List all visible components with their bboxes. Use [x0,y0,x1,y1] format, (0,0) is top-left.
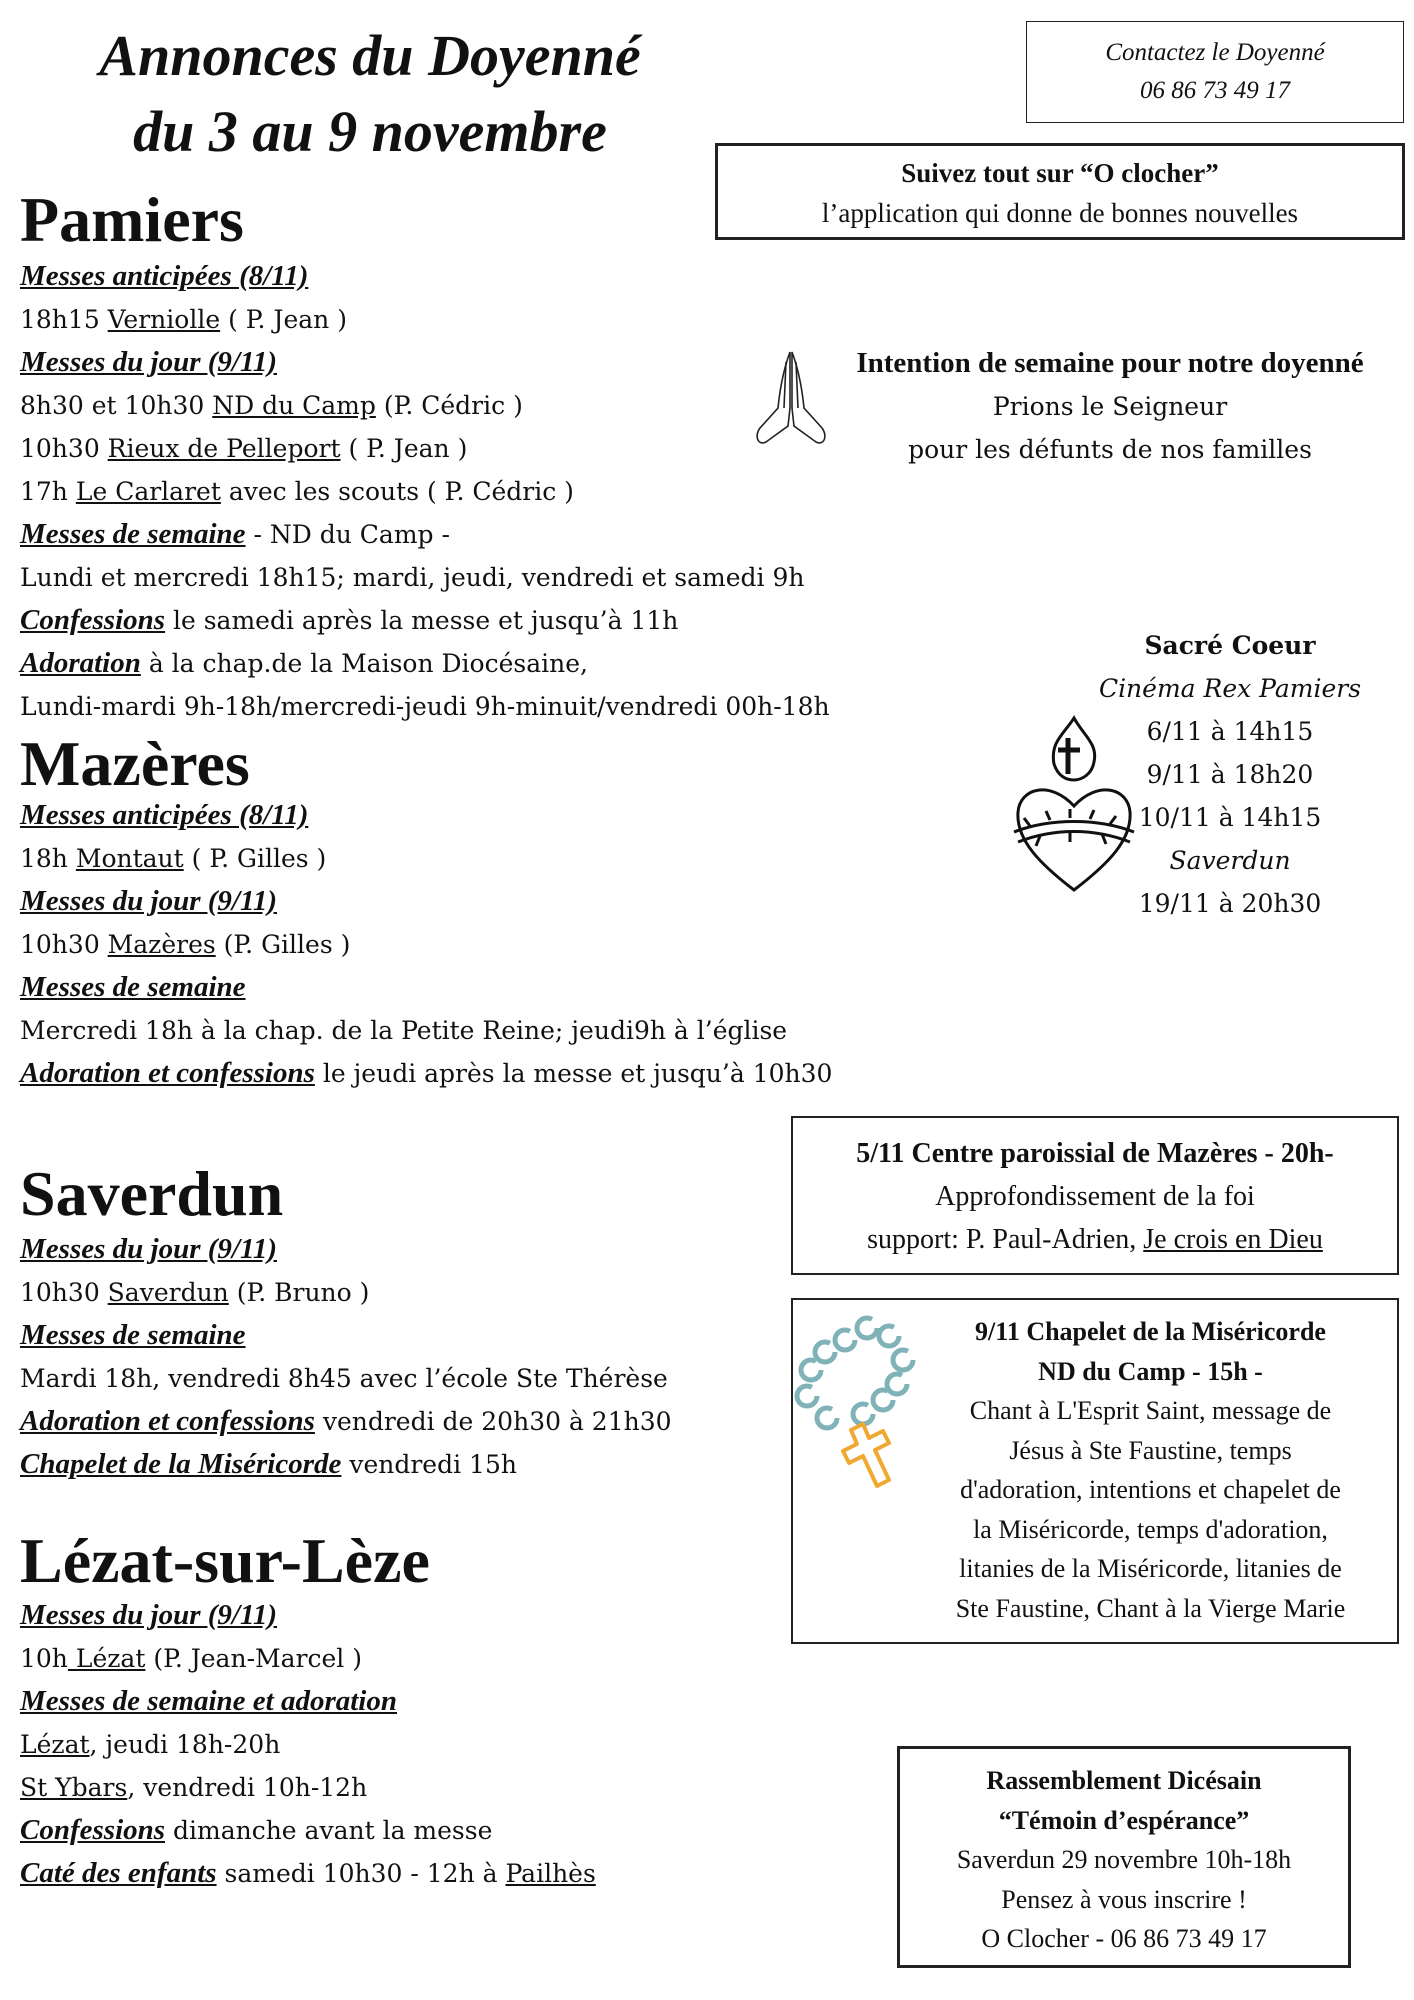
text: le samedi après la messe et jusqu’à 11h [165,606,679,635]
priest: avec les scouts ( P. Cédric ) [220,477,574,506]
sacre-coeur-date3: 10/11 à 14h15 [1138,803,1322,832]
place-link[interactable]: Saverdun [107,1278,229,1307]
book-link[interactable]: Je crois en Dieu [1143,1224,1323,1255]
rosary-bead [797,1386,817,1406]
rassemblement-title1: Rassemblement Dicésain [986,1766,1262,1795]
section-mazeres [20,794,832,1095]
heading-chapelet: Chapelet de la Miséricorde [20,1448,342,1480]
place-link[interactable]: Rieux de Pelleport [107,434,341,463]
text: Lundi-mardi 9h-18h/mercredi-jeudi 9h-minuit/vendredi 00h-18h [20,692,830,721]
app-box-title: Suivez tout sur “O clocher” [901,158,1219,188]
heading-adoration-confessions: Adoration et confessions [20,1057,315,1089]
chapelet-title2: ND du Camp - 15h - [1038,1356,1263,1386]
text: vendredi de 20h30 à 21h30 [314,1407,672,1436]
sacre-coeur-venue1: Cinéma Rex Pamiers [1098,674,1362,703]
heading-confessions: Confessions [20,1814,166,1846]
section-title-mazeres: Mazères [20,728,250,799]
text: , jeudi 18h-20h [89,1730,281,1759]
sacre-coeur-venue2: Saverdun [1169,846,1291,875]
priest: (P. Bruno ) [228,1278,370,1307]
page-subtitle: du 3 au 9 novembre [133,99,607,164]
heading-messes-du-jour: Messes du jour (9/11) [20,1599,278,1631]
heading-cate: Caté des enfants [20,1857,217,1889]
place-link[interactable]: Lézat [20,1730,90,1759]
app-box-subtitle: l’application qui donne de bonnes nouvelles [821,198,1299,228]
section-title-pamiers: Pamiers [20,184,244,255]
heading-messes-de-semaine: Messes de semaine [20,518,246,550]
sacre-coeur-title: Sacré Coeur [1144,631,1316,660]
chapelet-box [791,1298,1399,1644]
time: 8h30 et 10h30 [20,391,213,420]
text: dimanche avant la messe [165,1816,493,1845]
place-link[interactable]: Pailhès [505,1859,596,1888]
chapelet-line: Jésus à Ste Faustine, temps [1009,1435,1292,1465]
section-lezat [20,1594,596,1895]
priest: (P. Gilles ) [215,930,351,959]
place-link[interactable]: Mazères [107,930,216,959]
intention-block [815,342,1405,471]
place-link[interactable]: Le Carlaret [75,477,221,506]
priest: ( P. Jean ) [340,434,468,463]
heading-messes-de-semaine: Messes de semaine [20,1319,246,1351]
section-saverdun [20,1228,672,1486]
rosary-bead [835,1330,855,1350]
heading-messes-du-jour: Messes du jour (9/11) [20,1233,278,1265]
chapelet-title1: 9/11 Chapelet de la Miséricorde [975,1317,1326,1346]
heading-messes-du-jour: Messes du jour (9/11) [20,885,278,917]
intention-title: Intention de semaine pour notre doyenné [856,347,1364,379]
priest: (P. Cédric ) [375,391,523,420]
heading-adoration: Adoration [20,647,141,679]
rassemblement-title2: “Témoin d’espérance” [998,1805,1250,1835]
text: Mercredi 18h à la chap. de la Petite Reine; jeudi9h à l’église [20,1016,788,1045]
time: 18h [20,844,76,873]
text: , vendredi 10h-12h [127,1773,368,1802]
heading-confessions: Confessions [20,604,166,636]
priest: ( P. Gilles ) [183,844,327,873]
chapelet-line: Chant à L'Esprit Saint, message de [969,1396,1332,1425]
place-link[interactable]: Montaut [75,844,184,873]
sacre-coeur-date4: 19/11 à 20h30 [1138,889,1322,918]
chapelet-text [903,1312,1398,1628]
rassemblement-line2: Pensez à vous inscrire ! [1001,1884,1247,1914]
foi-box-line1: Approfondissement de la foi [935,1181,1255,1212]
place-link[interactable]: Lézat [67,1644,146,1673]
sacre-coeur-date2: 9/11 à 18h20 [1146,760,1314,789]
rosary-bead [801,1360,821,1380]
section-title-saverdun: Saverdun [20,1158,284,1229]
sacre-coeur-date1: 6/11 à 14h15 [1146,717,1314,746]
rassemblement-line1: Saverdun 29 novembre 10h-18h [956,1845,1292,1874]
place-link[interactable]: ND du Camp [212,391,376,420]
text: à la chap.de la Maison Diocésaine, [140,649,588,678]
chapelet-line: Ste Faustine, Chant à la Vierge Marie [955,1593,1346,1623]
foi-box-title: 5/11 Centre paroissial de Mazères - 20h- [856,1138,1334,1169]
text: samedi 10h30 - 12h à [216,1859,506,1888]
text: support: P. Paul-Adrien, [867,1224,1144,1255]
page-title: Annonces du Doyenné [99,23,641,88]
time: 10h [20,1644,68,1673]
text: - ND du Camp - [245,520,450,549]
text: Mardi 18h, vendredi 8h45 avec l’école Ste Thérèse [20,1364,668,1393]
heading-messes-anticipees: Messes anticipées (8/11) [20,799,309,831]
rosary-bead [817,1408,837,1428]
contact-box [1026,21,1404,123]
rosary-bead [879,1326,899,1346]
heading-messes-de-semaine: Messes de semaine [20,971,246,1003]
heading-messes-anticipees: Messes anticipées (8/11) [20,260,309,292]
rosary-bead [815,1342,835,1362]
time: 18h15 [20,305,108,334]
time: 10h30 [20,434,108,463]
sacred-heart-icon [1010,714,1138,894]
intention-line1: Prions le Seigneur [992,392,1228,421]
rosary-bead [853,1404,873,1424]
heading-adoration-confessions: Adoration et confessions [20,1405,315,1437]
app-box [715,143,1405,240]
place-link[interactable]: Verniolle [107,305,221,334]
contact-phone: 06 86 73 49 17 [1140,77,1290,104]
rosary-bead [857,1318,877,1338]
rassemblement-box [897,1746,1351,1968]
chapelet-line: la Miséricorde, temps d'adoration, [973,1514,1328,1544]
rassemblement-line3: O Clocher - 06 86 73 49 17 [981,1924,1267,1953]
intention-line2: pour les défunts de nos familles [908,435,1312,464]
heading-messes-du-jour: Messes du jour (9/11) [20,346,278,378]
text: Lundi et mercredi 18h15; mardi, jeudi, vendredi et samedi 9h [20,563,805,592]
time: 10h30 [20,1278,108,1307]
heading-messes-semaine-adoration: Messes de semaine et adoration [20,1685,397,1717]
section-title-lezat: Lézat-sur-Lèze [20,1525,430,1596]
priest: ( P. Jean ) [220,305,347,334]
time: 17h [20,477,76,506]
place-link[interactable]: St Ybars [20,1773,128,1802]
time: 10h30 [20,930,108,959]
section-pamiers [20,255,830,728]
text: vendredi 15h [341,1450,517,1479]
chapelet-line: d'adoration, intentions et chapelet de [960,1475,1341,1504]
priest: (P. Jean-Marcel ) [145,1644,362,1673]
text: le jeudi après la messe et jusqu’à 10h30 [314,1059,833,1088]
contact-label: Contactez le Doyenné [1105,39,1325,66]
foi-box [791,1116,1399,1275]
chapelet-line: litanies de la Miséricorde, litanies de [959,1554,1342,1583]
